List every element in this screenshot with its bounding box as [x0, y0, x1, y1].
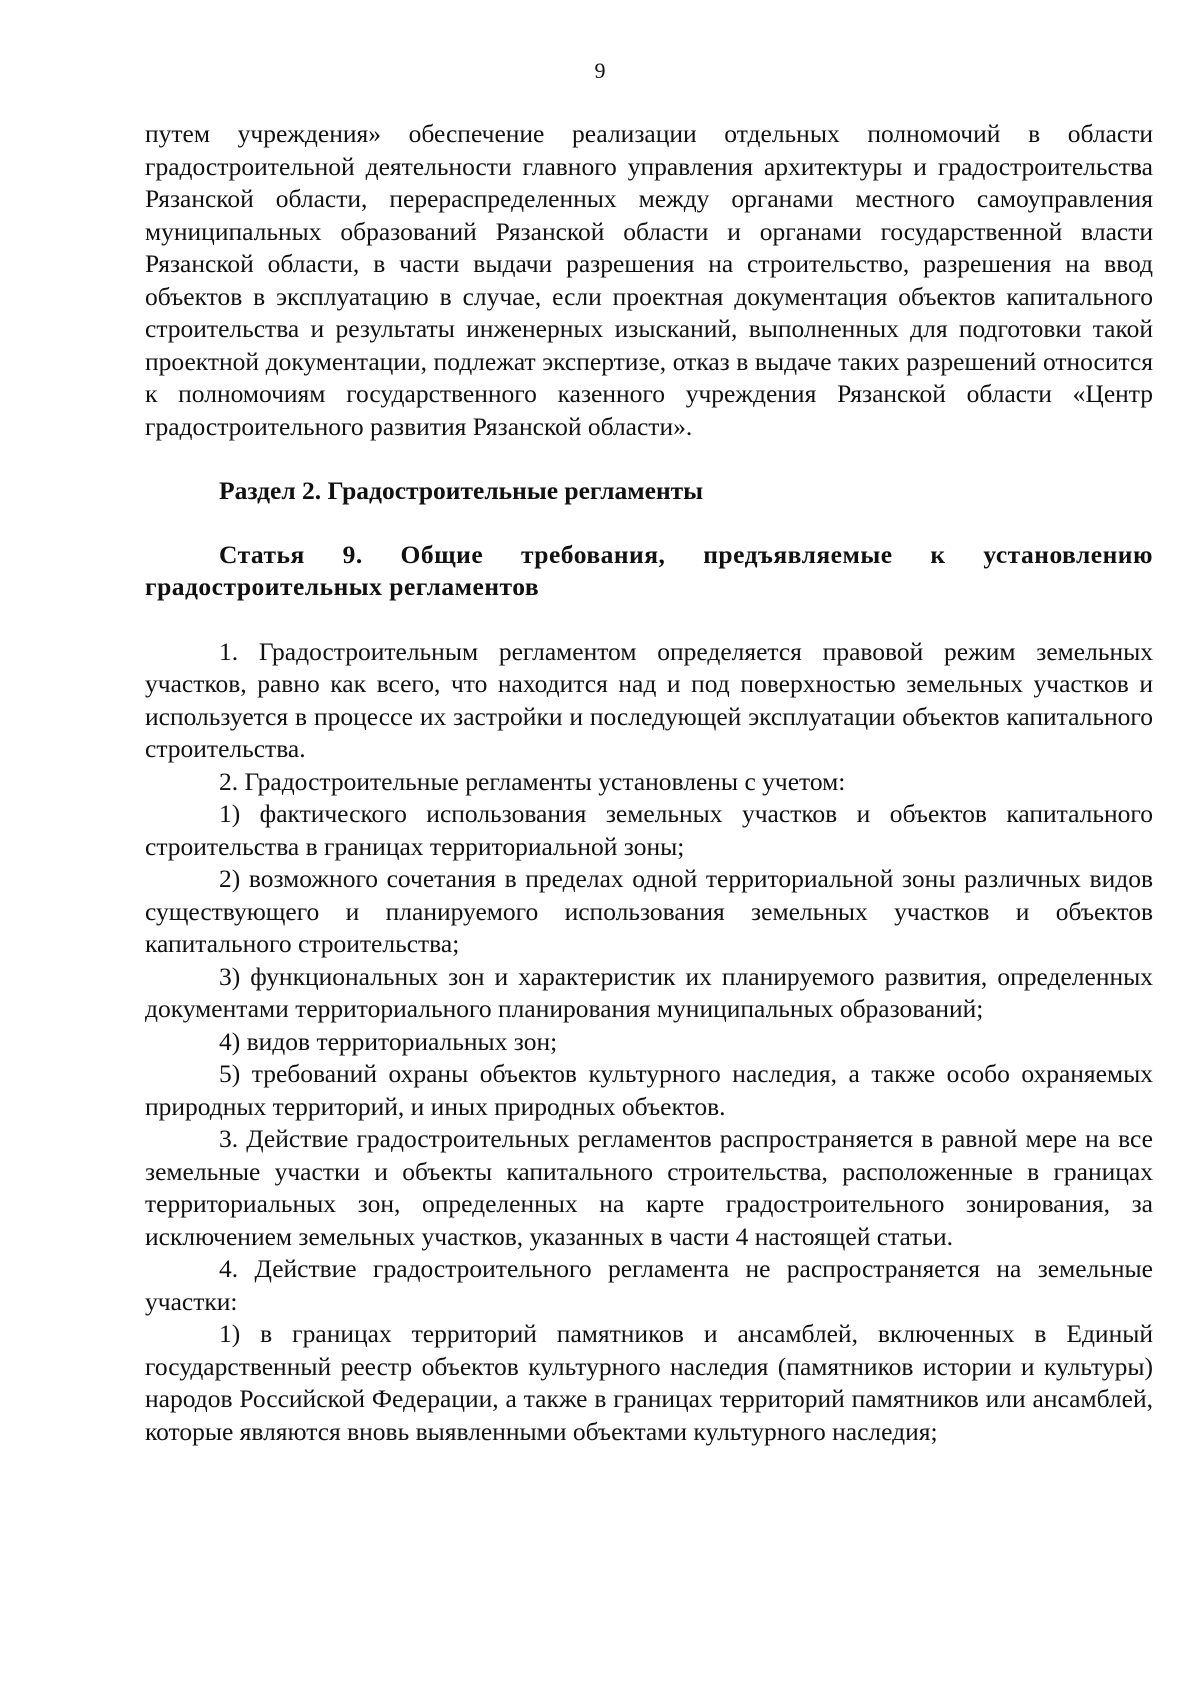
paragraph-4: 4. Действие градостроительного регламента не распространяется на земельные участки:: [145, 1254, 1153, 1316]
paragraph-2-item-1: 1) фактического использования земельных участков и объектов капитального строительства в границах территориальной зоны;: [145, 799, 1153, 861]
paragraph-2-item-4: 4) видов территориальных зон;: [219, 1026, 558, 1056]
document-body: [145, 118, 1153, 1448]
paragraph-3: 3. Действие градостроительных регламентов распространяется в равной мере на все земельные участки и объекты капитального строительства, расположенные в границах территориальных зон, определенных на карте градостроительного зонирования, за исключением земельных участков, указанных в части 4 настоящей статьи.: [145, 1124, 1153, 1251]
paragraph-2-item-5: 5) требований охраны объектов культурного наследия, а также особо охраняемых природных территорий, и иных природных объектов.: [145, 1059, 1153, 1121]
paragraph-2-item-3: 3) функциональных зон и характеристик их планируемого развития, определенных документами территориального планирования муниципальных образований;: [145, 961, 1153, 1023]
intro-paragraph: путем учреждения» обеспечение реализации отдельных полномочий в области градостроительной деятельности главного управления архитектуры и градостроительства Рязанской области, перераспределенных между органами местного самоуправления муниципальных образований Рязанской области и органами государственной власти Рязанской области, в части выдачи разрешения на строительство, разрешения на ввод объектов в эксплуатацию в случае, если проектная документация объектов капитального строительства и результаты инженерных изысканий, выполненных для подготовки такой проектной документации, подлежат экспертизе, отказ в выдаче таких разрешений относится к полномочиям государственного казенного учреждения Рязанской области «Центр градостроительного развития Рязанской области».: [145, 119, 1153, 441]
section-heading: Раздел 2. Градостроительные регламенты: [219, 476, 704, 505]
paragraph-2-item-2: 2) возможного сочетания в пределах одной территориальной зоны различных видов существующего и планируемого использования земельных участков и объектов капитального строительства;: [145, 864, 1153, 958]
page-number: 9: [594, 58, 606, 83]
paragraph-2: 2. Градостроительные регламенты установлены с учетом:: [219, 766, 846, 796]
paragraph-1: 1. Градостроительным регламентом определяется правовой режим земельных участков, равно как всего, что находится над и под поверхностью земельных участков и используется в процессе их застройки и последующей эксплуатации объектов капитального строительства.: [145, 636, 1153, 763]
article-heading: Статья 9. Общие требования, предъявляемые к установлению градостроительных регламентов: [145, 539, 1153, 601]
paragraph-4-item-1: 1) в границах территорий памятников и ансамблей, включенных в Единый государственный реестр объектов культурного наследия (памятников истории и культуры) народов Российской Федерации, а также в границах территорий памятников или ансамблей, которые являются вновь выявленными объектами культурного наследия;: [145, 1319, 1153, 1446]
